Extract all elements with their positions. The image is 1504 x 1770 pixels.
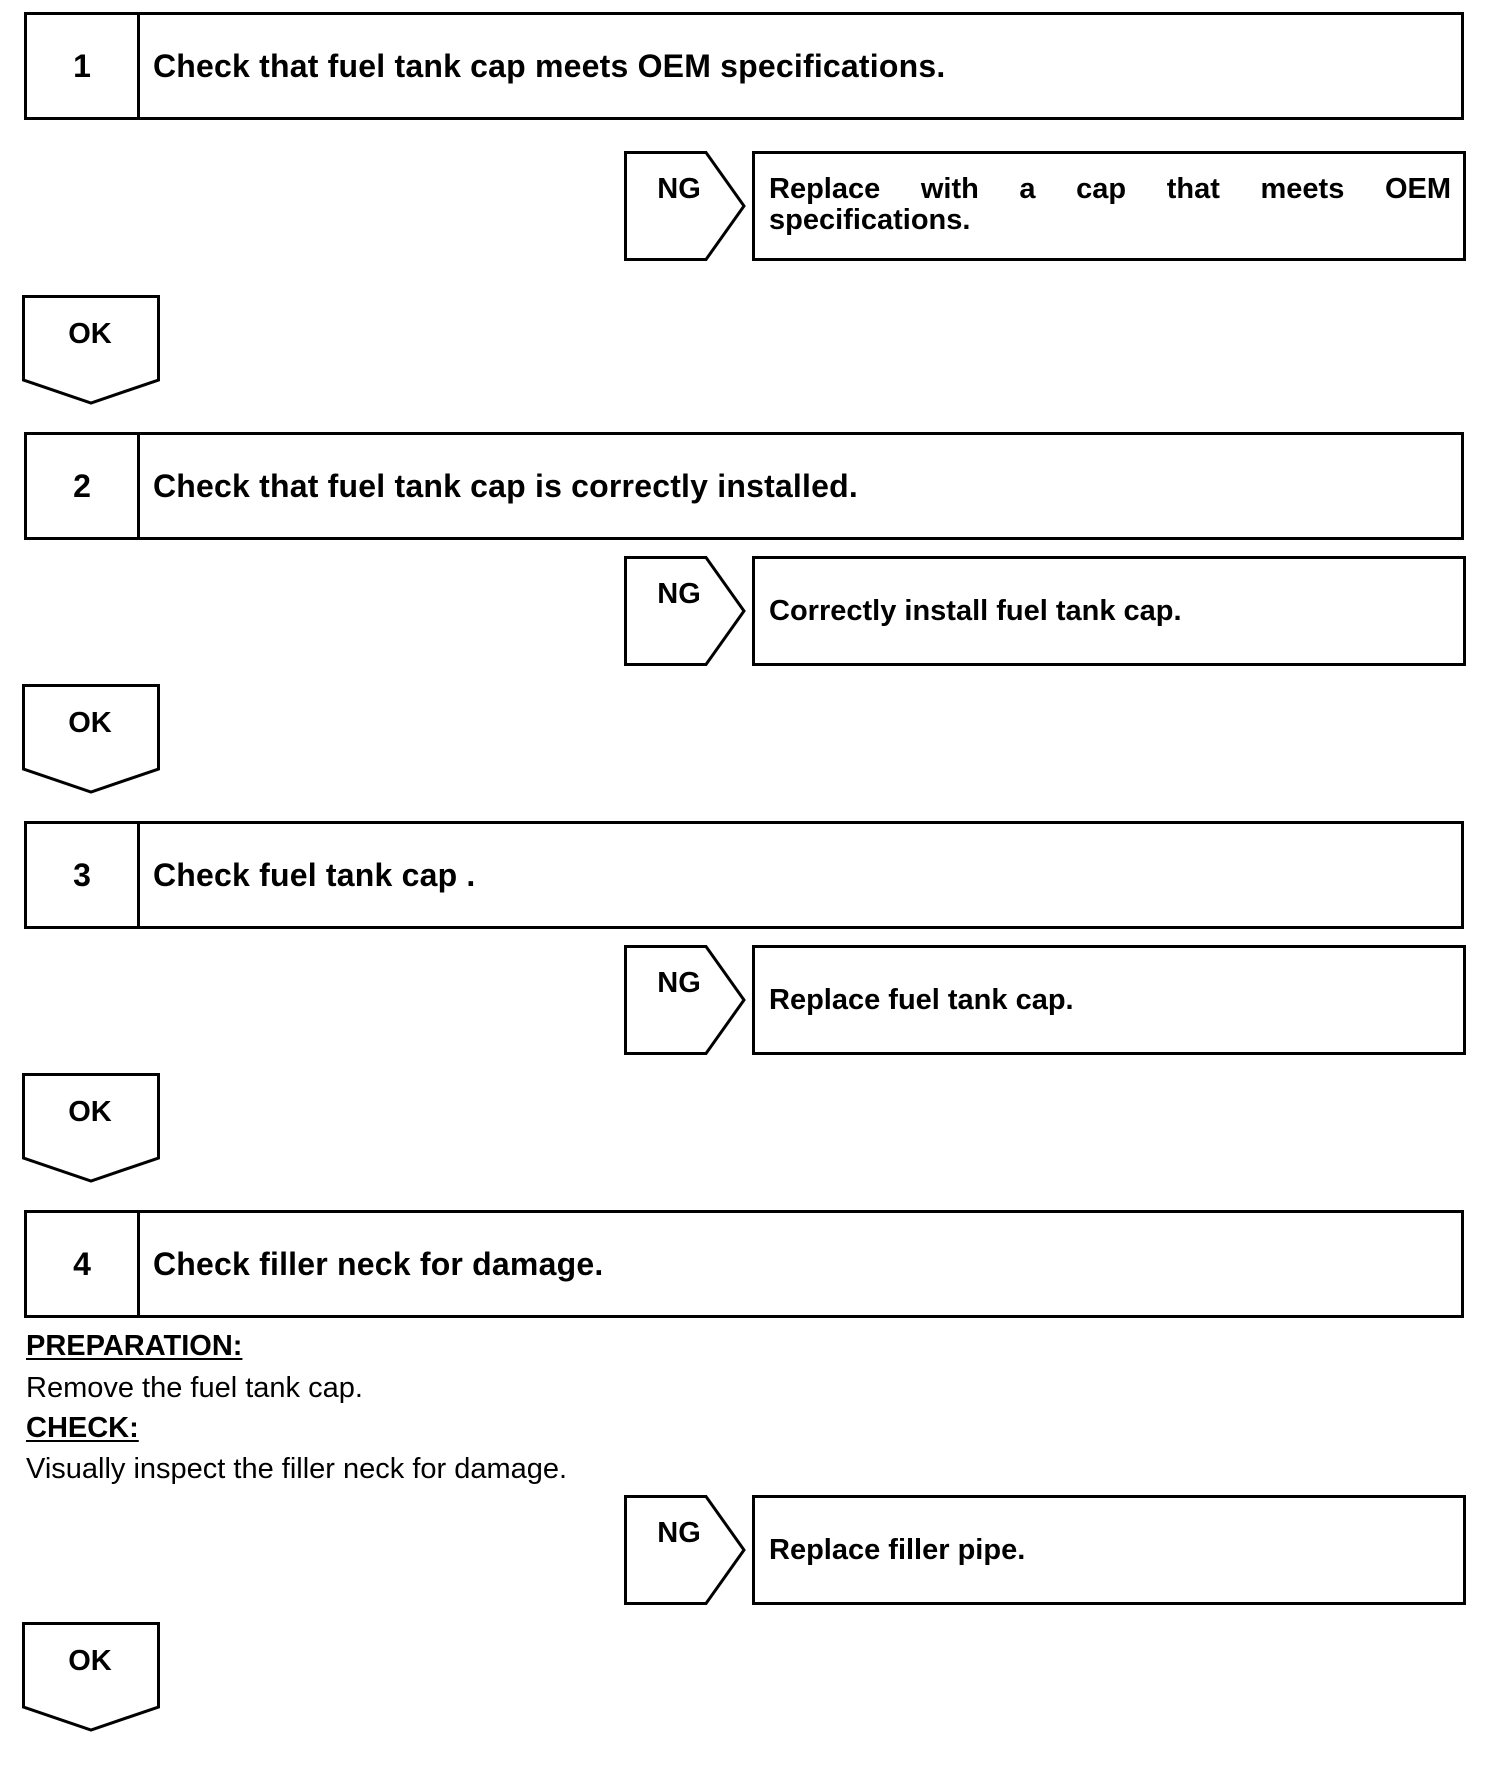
ng-arrow-shape bbox=[624, 1495, 748, 1607]
step-number: 2 bbox=[27, 435, 140, 537]
ng-action-text: Replace with a cap that meets OEM specifications. bbox=[769, 173, 1451, 236]
step-4-box bbox=[24, 1210, 1464, 1318]
step-title: Check that fuel tank cap is correctly installed. bbox=[153, 467, 858, 504]
ok-arrow bbox=[22, 684, 162, 796]
step-title: Check that fuel tank cap meets OEM specifications. bbox=[153, 47, 946, 84]
ng-action-box bbox=[752, 151, 1466, 261]
ng-action-box bbox=[752, 556, 1466, 666]
check-text: Visually inspect the filler neck for damage. bbox=[26, 1453, 568, 1485]
ok-arrow bbox=[22, 1073, 162, 1185]
ok-label: OK bbox=[68, 707, 112, 739]
step-number: 4 bbox=[27, 1213, 140, 1315]
ng-action-box bbox=[752, 1495, 1466, 1605]
ok-arrow bbox=[22, 295, 162, 407]
ok-arrow-shape bbox=[22, 684, 162, 796]
preparation-heading: PREPARATION: bbox=[26, 1330, 243, 1362]
ng-label: NG bbox=[657, 578, 701, 610]
step-title: Check filler neck for damage. bbox=[153, 1245, 604, 1282]
step-title: Check fuel tank cap . bbox=[153, 856, 476, 893]
ng-arrow-shape bbox=[624, 556, 748, 668]
ng-arrow-shape bbox=[624, 945, 748, 1057]
ng-label: NG bbox=[657, 1517, 701, 1549]
ok-arrow-shape bbox=[22, 295, 162, 407]
step-number: 3 bbox=[27, 824, 140, 926]
ng-arrow bbox=[624, 556, 748, 668]
ng-arrow bbox=[624, 945, 748, 1057]
ng-label: NG bbox=[657, 173, 701, 205]
ng-arrow-shape bbox=[624, 151, 748, 263]
ng-action-box bbox=[752, 945, 1466, 1055]
ok-arrow-shape bbox=[22, 1622, 162, 1734]
check-heading: CHECK: bbox=[26, 1412, 139, 1444]
ng-action-text: Replace filler pipe. bbox=[769, 1533, 1026, 1566]
ng-action-text: Correctly install fuel tank cap. bbox=[769, 594, 1182, 627]
ok-label: OK bbox=[68, 1645, 112, 1677]
preparation-text: Remove the fuel tank cap. bbox=[26, 1372, 363, 1404]
ok-arrow bbox=[22, 1622, 162, 1734]
step-2-box bbox=[24, 432, 1464, 540]
ok-arrow-shape bbox=[22, 1073, 162, 1185]
ok-label: OK bbox=[68, 318, 112, 350]
ng-arrow bbox=[624, 1495, 748, 1607]
ng-action-text: Replace fuel tank cap. bbox=[769, 983, 1074, 1016]
step-1-box bbox=[24, 12, 1464, 120]
ng-arrow bbox=[624, 151, 748, 263]
ok-label: OK bbox=[68, 1096, 112, 1128]
step-3-box bbox=[24, 821, 1464, 929]
step-number: 1 bbox=[27, 15, 140, 117]
ng-label: NG bbox=[657, 967, 701, 999]
